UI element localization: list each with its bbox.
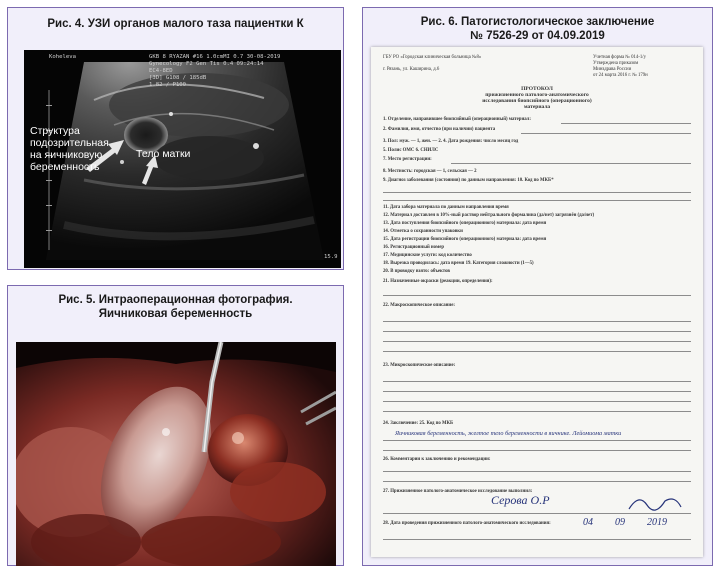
field-14: 14. Отметка о сохранности упаковки: [383, 229, 463, 234]
field-22: 22. Макроскопическое описание:: [383, 303, 455, 308]
org-address: г. Рязань, ул. Каширина, д.6: [383, 67, 440, 72]
patient-name-header: Koheleva: [49, 54, 76, 60]
field-20: 20. В проводку взято: объектов: [383, 269, 450, 274]
protocol-subtitle-3: материала: [523, 104, 551, 110]
field-17: 17. Медицинские услуги: код количество: [383, 253, 472, 258]
field-9: 9. Диагноз заболевания (состояния) по данным направления: 10. Код по МКБ*: [383, 178, 554, 183]
scanner-info-line-2: Gynecology F2 Gen Tis 0.4 09:24:14: [149, 61, 264, 67]
handwritten-signature-name: Серова О.Р: [491, 493, 550, 507]
scanner-info-line-1: GKB 8 RYAZAN #16 1.0cmMI 0.7 30-08-2019: [149, 54, 281, 60]
pathology-report-document: [371, 47, 703, 557]
uterus-label: Тело матки: [136, 148, 191, 160]
form-line-1: Учетная форма № 014-1/у: [593, 55, 646, 60]
form-line-2: Утверждена приказом: [593, 61, 639, 66]
field-27: 27. Прижизненное патолого-анатомическое исследование выполнил:: [383, 489, 533, 494]
structure-label: [30, 125, 109, 173]
figure-4-caption: Рис. 4. УЗИ органов малого таза пациентки К: [47, 18, 304, 30]
figure-5-caption-line-1: Рис. 5. Интраоперационная фотография.: [58, 294, 293, 306]
handwritten-date-month: 09: [615, 517, 625, 528]
figure-6-caption-line-2: № 7526-29 от 04.09.2019: [470, 30, 605, 42]
field-26: 26. Комментарии к заключению и рекомендации:: [383, 457, 491, 462]
field-3: 3. Пол: муж. — 1, жен. — 2. 4. Дата рождения: число месяц год: [383, 139, 519, 144]
scanner-info-line-6: 1.82 / P100: [149, 82, 187, 88]
field-7: 7. Место регистрации:: [383, 157, 432, 162]
protocol-subtitle-2: исследования биопсийного (операционного): [482, 98, 592, 104]
structure-label-line-1: Структура: [30, 125, 80, 137]
surgical-scene-graphic: [16, 342, 336, 566]
figure-6-caption: [363, 15, 712, 43]
handwritten-conclusion: Яичниковая беременность, желтое тело беременности в яичнике. Лейомиома матки: [395, 430, 622, 437]
intraoperative-photo: [16, 342, 336, 566]
protocol-title: ПРОТОКОЛ: [521, 86, 553, 92]
ultrasound-image: [24, 50, 341, 268]
structure-label-line-2: подозрительная: [30, 137, 109, 149]
scanner-info-line-5: [3D] G108 / 185dB: [149, 75, 207, 81]
field-13: 13. Дата поступления биопсийного (операционного) материала: дата время: [383, 221, 547, 226]
form-line-3: Минздрава России: [593, 67, 632, 72]
org-name: ГБУ РО «Городская клиническая больница №8»: [383, 55, 482, 60]
figure-5-caption-line-2: Яичниковая беременность: [98, 308, 253, 320]
field-21: 21. Назначенные окраски (реакции, определения):: [383, 279, 493, 284]
form-line-4: от 24 марта 2016 г. № 179н: [593, 73, 648, 78]
structure-label-line-3: на яичниковую: [30, 149, 103, 161]
structure-label-line-4: беременность: [30, 161, 100, 173]
figure-5-caption: [8, 293, 343, 321]
field-11: 11. Дата забора материала по данным направления время: [383, 205, 509, 210]
protocol-subtitle-1: прижизненного патолого-анатомического: [485, 92, 589, 98]
field-28: 28. Дата проведения прижизненного патолого-анатомического исследования:: [383, 521, 551, 526]
field-5: 5. Полис ОМС 6. СНИЛС: [383, 148, 439, 153]
figure-4-panel: [7, 7, 344, 270]
field-2: 2. Фамилия, имя, отчество (при наличии) пациента: [383, 127, 496, 132]
signature-scribble-icon: [625, 491, 685, 515]
field-16: 16. Регистрационный номер: [383, 245, 445, 250]
depth-marker: 15.9: [324, 254, 338, 260]
field-23: 23. Микроскопическое описание:: [383, 363, 456, 368]
scanner-info-line-3: EC4-8ED: [149, 68, 173, 74]
field-18: 18. Вырезка проводилась: дата время 19. Категория сложности (1—5): [383, 261, 534, 266]
handwritten-date-year: 2019: [647, 517, 667, 528]
handwritten-date-day: 04: [583, 517, 593, 528]
figure-6-caption-line-1: Рис. 6. Патогистологическое заключение: [420, 16, 655, 28]
field-12: 12. Материал доставлен в 10%-ный раствор нейтрального формалина (да/нет) загрязнён (да/нет): [383, 213, 595, 218]
field-15: 15. Дата регистрации биопсийного (операционного) материала: дата время: [383, 237, 547, 242]
field-8: 8. Местность: городская — 1, сельская — 2: [383, 169, 477, 174]
field-1: 1. Отделение, направившее биопсийный (операционный) материал:: [383, 117, 531, 122]
field-24: 24. Заключение: 25. Код по МКБ: [383, 421, 454, 426]
